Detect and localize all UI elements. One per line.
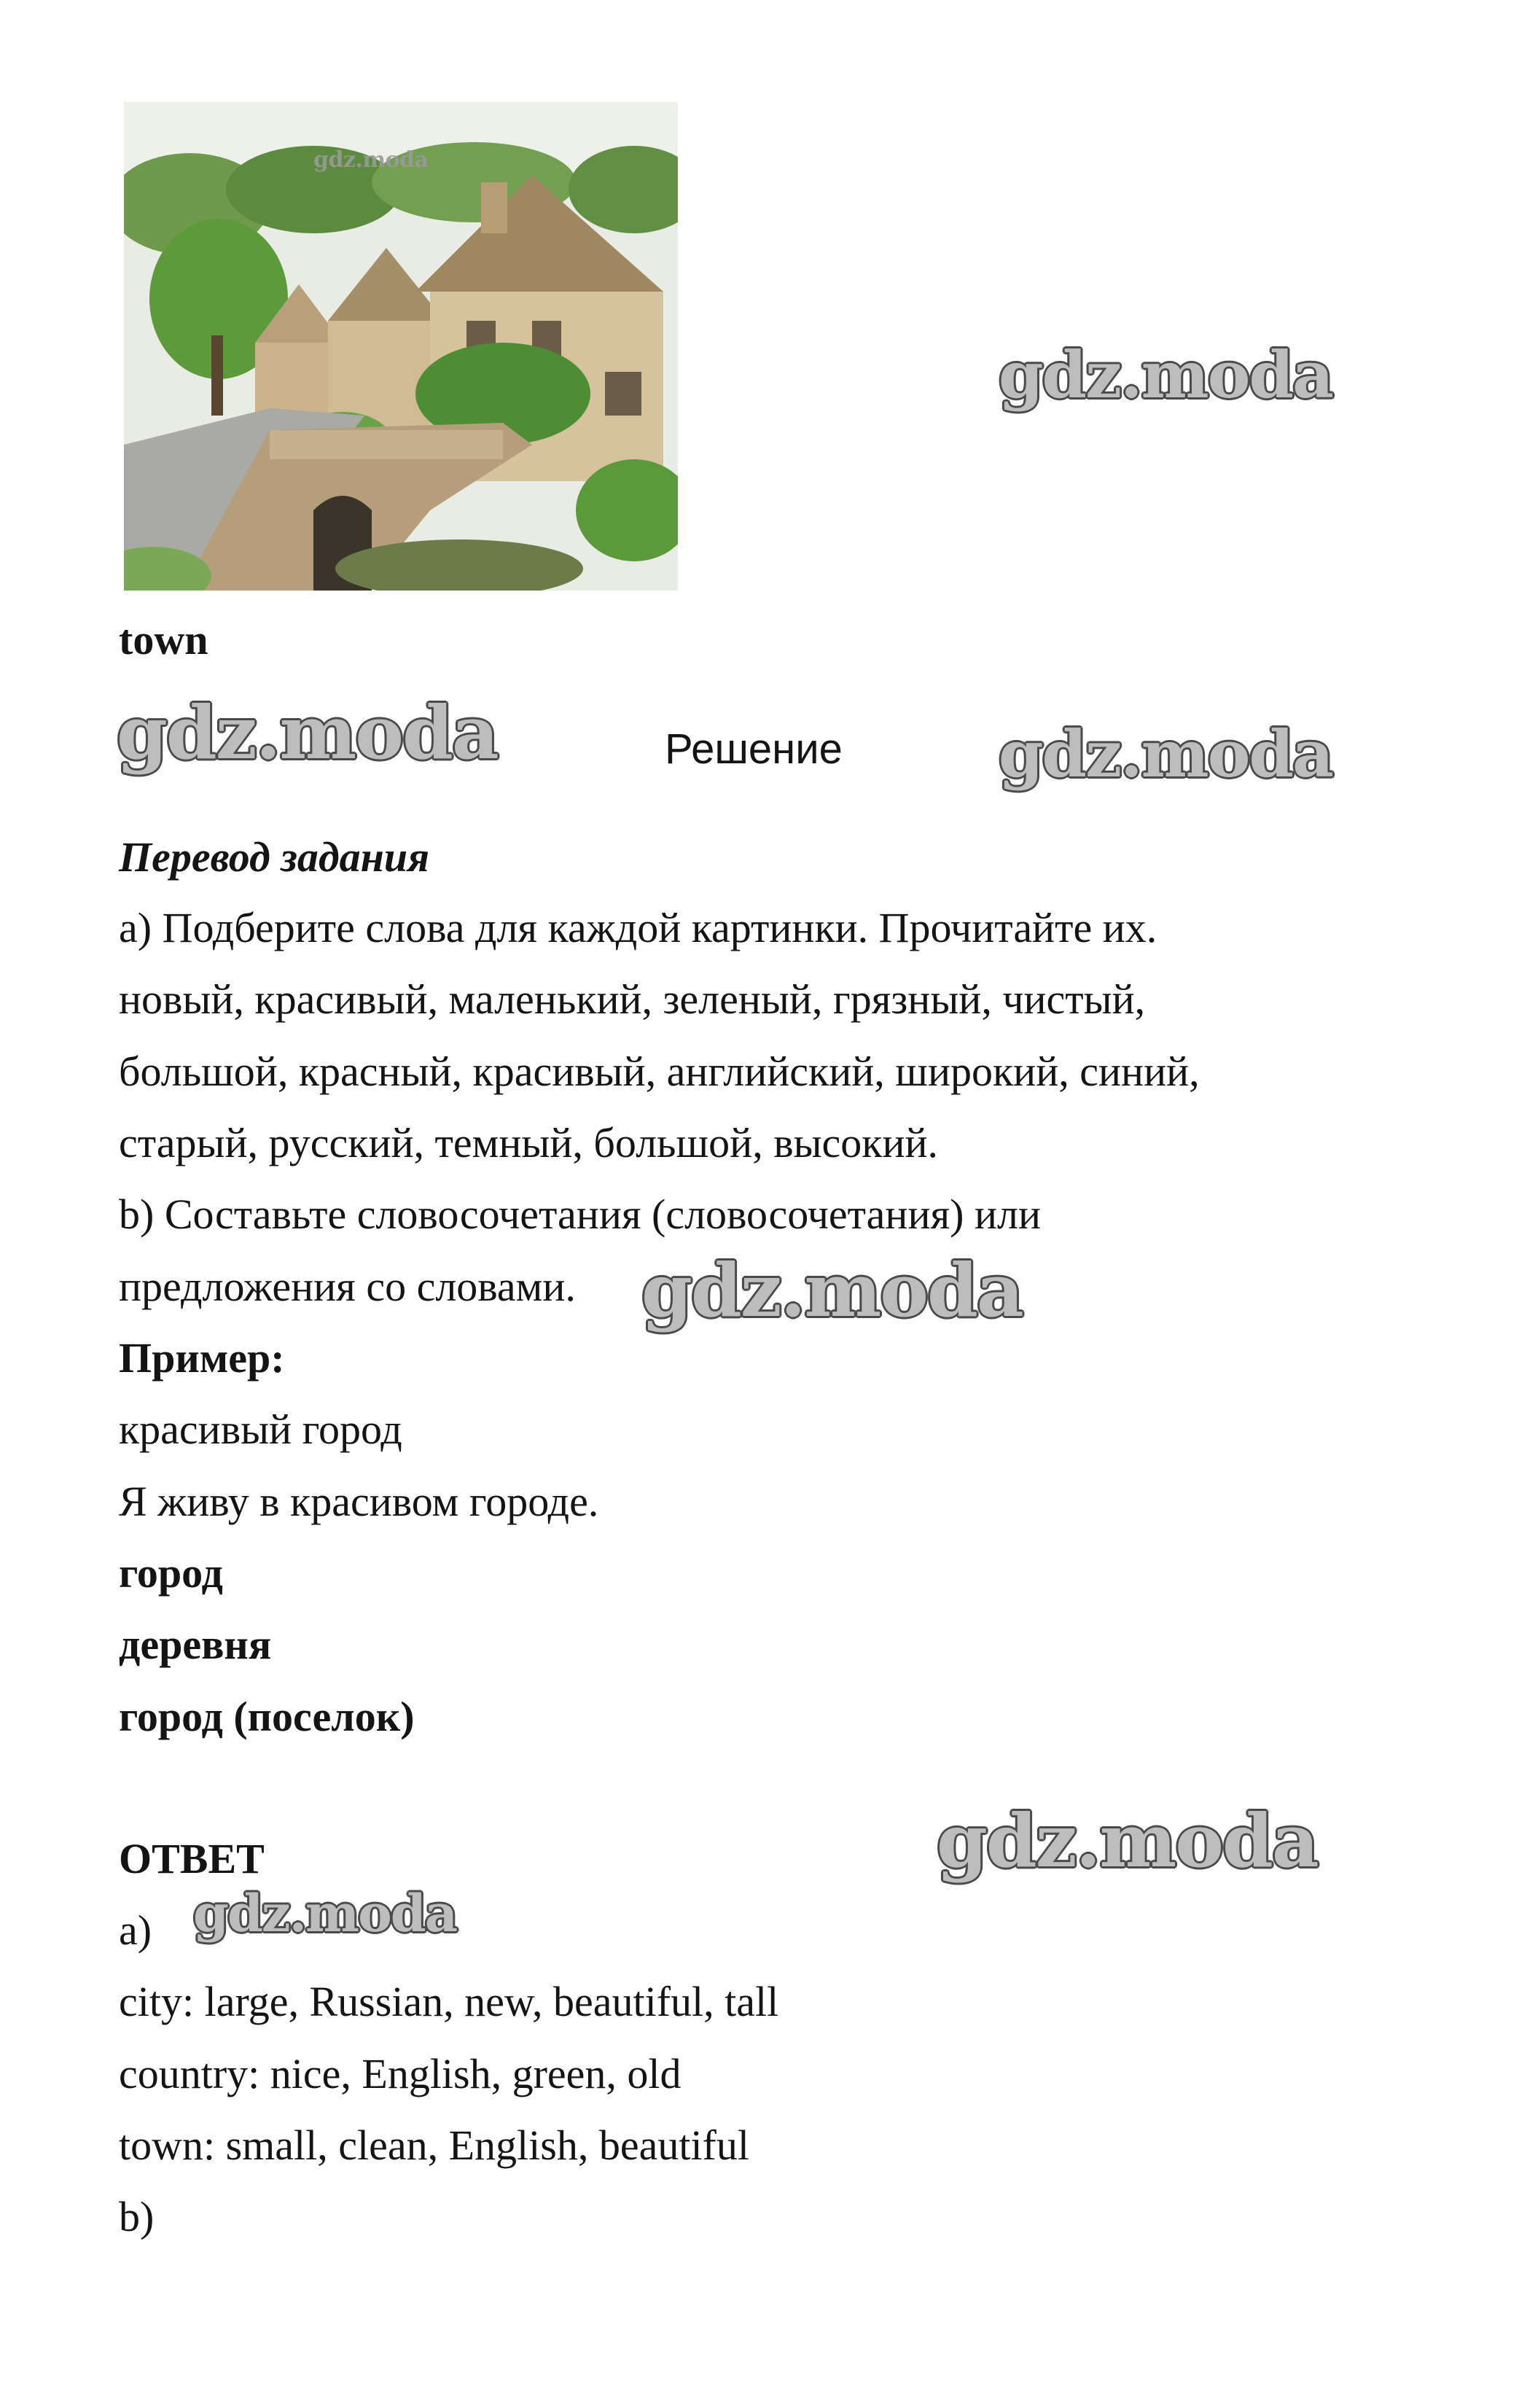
- watermark-1: gdz.moda: [999, 337, 1333, 413]
- answer-line: country: nice, English, green, old: [119, 2050, 682, 2097]
- example-line: красивый город: [119, 1406, 402, 1453]
- solution-heading: Решение: [665, 725, 843, 773]
- watermark-2: gdz.moda: [117, 690, 498, 776]
- translation-line: старый, русский, темный, большой, высокий.: [119, 1119, 939, 1166]
- example-label: Пример:: [119, 1334, 285, 1382]
- translation-line: новый, красивый, маленький, зеленый, грязный, чистый,: [119, 975, 1146, 1023]
- word-city: город: [119, 1549, 223, 1597]
- translation-line: b) Составьте словосочетания (словосочетания) или: [119, 1191, 1042, 1238]
- translation-line: a) Подберите слова для каждой картинки. Прочитайте их.: [119, 904, 1157, 951]
- watermark-5: gdz.moda: [937, 1798, 1318, 1884]
- answer-line: city: large, Russian, new, beautiful, tall: [119, 1978, 779, 2025]
- image-caption: town: [119, 616, 208, 663]
- example-line: Я живу в красивом городе.: [119, 1478, 599, 1525]
- answer-line: town: small, clean, English, beautiful: [119, 2121, 749, 2169]
- watermark-6: gdz.moda: [193, 1883, 457, 1944]
- photo-watermark: gdz.moda: [313, 147, 429, 173]
- word-town: город (поселок): [119, 1693, 415, 1740]
- town-photo-illustration: [124, 102, 678, 591]
- translation-title: Перевод задания: [119, 833, 429, 881]
- watermark-3: gdz.moda: [999, 716, 1333, 792]
- translation-line: большой, красный, красивый, английский, широкий, синий,: [119, 1048, 1200, 1095]
- word-village: деревня: [119, 1621, 272, 1668]
- answer-part-a: a): [119, 1906, 152, 1954]
- watermark-4: gdz.moda: [641, 1247, 1023, 1333]
- translation-line: предложения со словами.: [119, 1263, 576, 1310]
- answer-part-b: b): [119, 2193, 155, 2240]
- answer-title: ОТВЕТ: [119, 1835, 265, 1882]
- town-photo: [124, 102, 678, 591]
